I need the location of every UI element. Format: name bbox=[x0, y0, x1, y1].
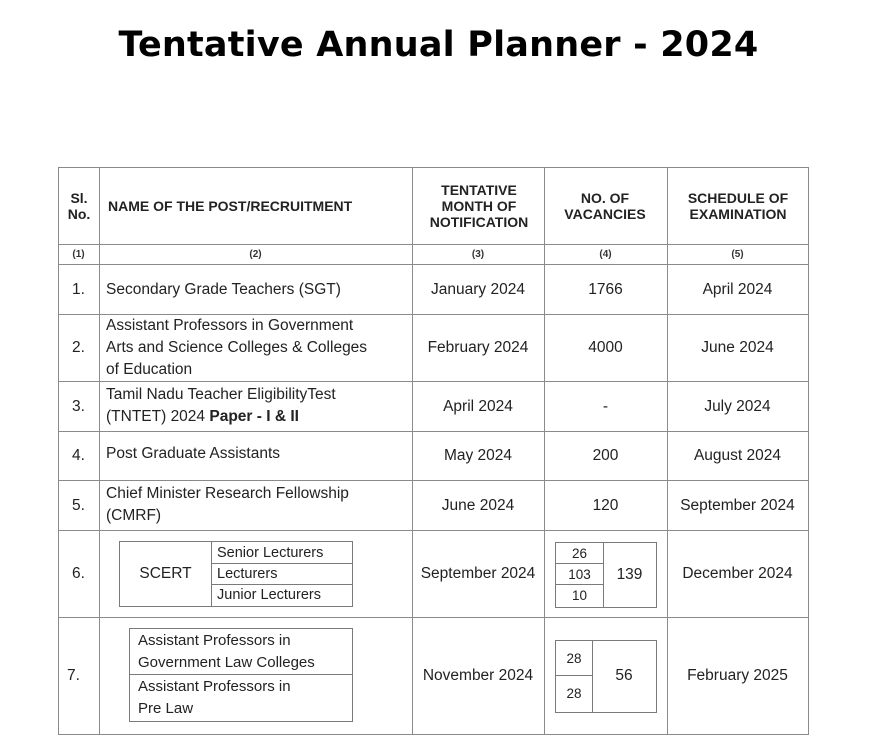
row-exam: April 2024 bbox=[702, 280, 773, 298]
table-rule bbox=[808, 167, 809, 735]
row-vacancies: 200 bbox=[592, 447, 619, 464]
row-name bbox=[100, 315, 412, 381]
name-line: (CMRF) bbox=[106, 507, 162, 524]
row-name bbox=[100, 382, 412, 431]
page-title: Tentative Annual Planner - 2024 bbox=[118, 25, 759, 65]
post-govt-law bbox=[130, 629, 351, 674]
row-vacancies: 1766 bbox=[588, 280, 623, 298]
row-sl: 2. bbox=[72, 339, 85, 356]
post-line: Assistant Professors in bbox=[138, 678, 291, 695]
post-senior-lecturers: Senior Lecturers bbox=[217, 544, 324, 561]
row-sl: 1. bbox=[72, 280, 85, 298]
vacancy-total: 139 bbox=[616, 565, 643, 583]
table-rule bbox=[58, 734, 809, 735]
col-number: (4) bbox=[599, 249, 612, 260]
header-schedule: SCHEDULE OF EXAMINATION bbox=[687, 189, 789, 222]
header-sl-no: Sl. No. bbox=[67, 190, 91, 222]
header-vacancies: NO. OF VACANCIES bbox=[564, 189, 646, 222]
row-month: February 2024 bbox=[427, 339, 529, 356]
row-month: January 2024 bbox=[431, 280, 525, 298]
name-line: Tamil Nadu Teacher EligibilityTest bbox=[106, 386, 336, 403]
post-lecturers: Lecturers bbox=[217, 566, 278, 582]
vacancy-part: 28 bbox=[566, 686, 582, 701]
row-sl: 4. bbox=[72, 447, 85, 464]
post-line: Pre Law bbox=[138, 700, 194, 717]
row-vacancies: - bbox=[602, 397, 609, 415]
vacancy-total: 56 bbox=[615, 667, 633, 684]
row-month: April 2024 bbox=[443, 397, 513, 415]
row-exam: February 2025 bbox=[687, 667, 788, 684]
vacancy-part: 28 bbox=[566, 650, 582, 666]
row-exam: August 2024 bbox=[693, 447, 782, 464]
scert-label: SCERT bbox=[139, 565, 192, 582]
row-exam: June 2024 bbox=[701, 339, 774, 356]
row-exam: December 2024 bbox=[682, 565, 793, 582]
row-sl: 6. bbox=[72, 565, 85, 582]
name-line: Assistant Professors in Government bbox=[106, 317, 354, 334]
header-name: NAME OF THE POST/RECRUITMENT bbox=[108, 197, 353, 214]
name-line: of Education bbox=[106, 361, 193, 378]
row-month: June 2024 bbox=[441, 496, 515, 514]
row-vacancies: 120 bbox=[592, 496, 619, 514]
row-month: November 2024 bbox=[422, 667, 534, 684]
row-month: May 2024 bbox=[443, 447, 513, 464]
row-sl: 7. bbox=[67, 667, 80, 684]
row-month: September 2024 bbox=[420, 565, 536, 582]
row-name bbox=[100, 481, 412, 530]
row-sl: 5. bbox=[72, 496, 85, 514]
row-name: Post Graduate Assistants bbox=[106, 444, 281, 462]
post-line: Government Law Colleges bbox=[138, 654, 315, 671]
post-line: Assistant Professors in bbox=[138, 632, 291, 649]
col-number: (5) bbox=[731, 249, 744, 260]
row-name: Secondary Grade Teachers (SGT) bbox=[106, 280, 341, 298]
name-line bbox=[106, 406, 412, 428]
paper-label: Paper - I & II bbox=[209, 408, 299, 425]
row-exam: July 2024 bbox=[704, 397, 771, 415]
post-pre-law bbox=[130, 675, 351, 720]
vacancy-part: 26 bbox=[571, 545, 588, 561]
vacancy-part: 10 bbox=[571, 587, 588, 603]
col-number: (1) bbox=[72, 249, 85, 260]
header-month: TENTATIVE MONTH OF NOTIFICATION bbox=[429, 181, 529, 230]
row-exam: September 2024 bbox=[680, 496, 795, 514]
row-sl: 3. bbox=[72, 397, 85, 415]
vacancy-part: 103 bbox=[568, 566, 591, 582]
col-number: (3) bbox=[471, 249, 485, 260]
name-line: Chief Minister Research Fellowship bbox=[106, 485, 349, 502]
post-junior-lecturers: Junior Lecturers bbox=[217, 587, 321, 603]
col-number: (2) bbox=[249, 249, 262, 260]
row-vacancies: 4000 bbox=[588, 339, 623, 356]
name-line: Arts and Science Colleges & Colleges bbox=[106, 339, 368, 356]
name-text: (TNTET) 2024 bbox=[106, 408, 206, 425]
